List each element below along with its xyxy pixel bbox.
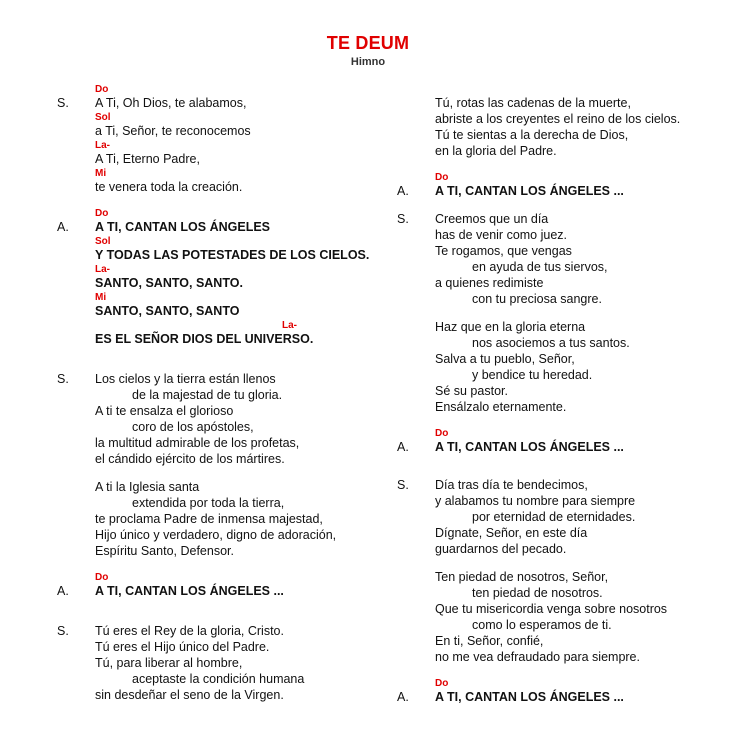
verse-line: Sé su pastor.	[435, 384, 508, 398]
chord-label: Do	[435, 428, 449, 439]
verse-line: como lo esperamos de ti.	[472, 618, 612, 632]
verse-line: A ti te ensalza el glorioso	[95, 404, 234, 418]
verse-line: A Ti, Eterno Padre,	[95, 152, 200, 166]
page-subtitle: Himno	[350, 56, 386, 68]
verse-line: Ten piedad de nosotros, Señor,	[435, 570, 609, 584]
chord-label: Do	[435, 172, 449, 183]
speaker-marker: A.	[57, 220, 69, 234]
chord-label: La-	[95, 264, 110, 275]
refrain-line: A TI, CANTAN LOS ÁNGELES ...	[435, 690, 624, 704]
verse-line: no me vea defraudado para siempre.	[435, 650, 640, 664]
verse-line: ten piedad de nosotros.	[472, 586, 603, 600]
chord-label: Mi	[95, 168, 107, 179]
refrain-line: SANTO, SANTO, SANTO	[95, 304, 240, 318]
verse-line: de la majestad de tu gloria.	[132, 388, 283, 402]
speaker-marker: A.	[397, 690, 409, 704]
verse-line: la multitud admirable de los profetas,	[95, 436, 300, 450]
page-title: TE DEUM	[326, 33, 410, 53]
verse-line: Espíritu Santo, Defensor.	[95, 544, 234, 558]
chord-label: La-	[95, 140, 110, 151]
verse-line: Tú, para liberar al hombre,	[95, 656, 243, 670]
verse-line: Tú, rotas las cadenas de la muerte,	[435, 96, 631, 110]
chord-label: Do	[95, 208, 109, 219]
verse-line: Que tu misericordia venga sobre nosotros	[435, 602, 668, 616]
speaker-marker: S.	[397, 478, 409, 492]
verse-line: abriste a los creyentes el reino de los cielos.	[435, 112, 681, 126]
refrain-line: A TI, CANTAN LOS ÁNGELES ...	[95, 584, 284, 598]
verse-line: Salva a tu pueblo, Señor,	[435, 352, 575, 366]
verse-line: Tú te sientas a la derecha de Dios,	[435, 128, 629, 142]
speaker-marker: S.	[57, 624, 69, 638]
verse-line: Ensálzalo eternamente.	[435, 400, 567, 414]
verse-line: Tú eres el Rey de la gloria, Cristo.	[95, 624, 284, 638]
verse-line: has de venir como juez.	[435, 228, 568, 242]
verse-line: a quienes redimiste	[435, 276, 544, 290]
verse-line: extendida por toda la tierra,	[132, 496, 285, 510]
refrain-line: ES EL SEÑOR DIOS DEL UNIVERSO.	[95, 332, 314, 346]
chord-label: Do	[95, 84, 109, 95]
verse-line: nos asociemos a tus santos.	[472, 336, 630, 350]
verse-line: el cándido ejército de los mártires.	[95, 452, 285, 466]
refrain-line: SANTO, SANTO, SANTO.	[95, 276, 243, 290]
verse-line: Los cielos y la tierra están llenos	[95, 372, 276, 386]
verse-line: A Ti, Oh Dios, te alabamos,	[95, 96, 247, 110]
verse-line: en ayuda de tus siervos,	[472, 260, 608, 274]
verse-line: guardarnos del pecado.	[435, 542, 567, 556]
verse-line: te venera toda la creación.	[95, 180, 243, 194]
chord-label: La-	[282, 320, 297, 331]
chord-label: Do	[435, 678, 449, 689]
verse-line: Haz que en la gloria eterna	[435, 320, 586, 334]
verse-line: aceptaste la condición humana	[132, 672, 305, 686]
verse-line: coro de los apóstoles,	[132, 420, 254, 434]
verse-line: y bendice tu heredad.	[472, 368, 593, 382]
verse-line: Hijo único y verdadero, digno de adoración,	[95, 528, 337, 542]
verse-line: te proclama Padre de inmensa majestad,	[95, 512, 323, 526]
verse-line: sin desdeñar el seno de la Virgen.	[95, 688, 284, 702]
speaker-marker: A.	[397, 184, 409, 198]
chord-label: Do	[95, 572, 109, 583]
verse-line: por eternidad de eternidades.	[472, 510, 636, 524]
verse-line: Tú eres el Hijo único del Padre.	[95, 640, 270, 654]
chord-label: Sol	[95, 112, 111, 123]
verse-line: Dígnate, Señor, en este día	[435, 526, 588, 540]
verse-line: Te rogamos, que vengas	[435, 244, 572, 258]
refrain-line: A TI, CANTAN LOS ÁNGELES	[95, 220, 270, 234]
verse-line: A ti la Iglesia santa	[95, 480, 200, 494]
speaker-marker: S.	[397, 212, 409, 226]
refrain-line: A TI, CANTAN LOS ÁNGELES ...	[435, 184, 624, 198]
verse-line: y alabamos tu nombre para siempre	[435, 494, 636, 508]
speaker-marker: S.	[57, 372, 69, 386]
verse-line: a Ti, Señor, te reconocemos	[95, 124, 251, 138]
verse-line: En ti, Señor, confié,	[435, 634, 544, 648]
refrain-line: A TI, CANTAN LOS ÁNGELES ...	[435, 440, 624, 454]
verse-line: con tu preciosa sangre.	[472, 292, 602, 306]
verse-line: Creemos que un día	[435, 212, 549, 226]
verse-line: Día tras día te bendecimos,	[435, 478, 588, 492]
speaker-marker: A.	[57, 584, 69, 598]
speaker-marker: A.	[397, 440, 409, 454]
chord-label: Sol	[95, 236, 111, 247]
chord-label: Mi	[95, 292, 107, 303]
refrain-line: Y TODAS LAS POTESTADES DE LOS CIELOS.	[95, 248, 370, 262]
verse-line: en la gloria del Padre.	[435, 144, 557, 158]
speaker-marker: S.	[57, 96, 69, 110]
